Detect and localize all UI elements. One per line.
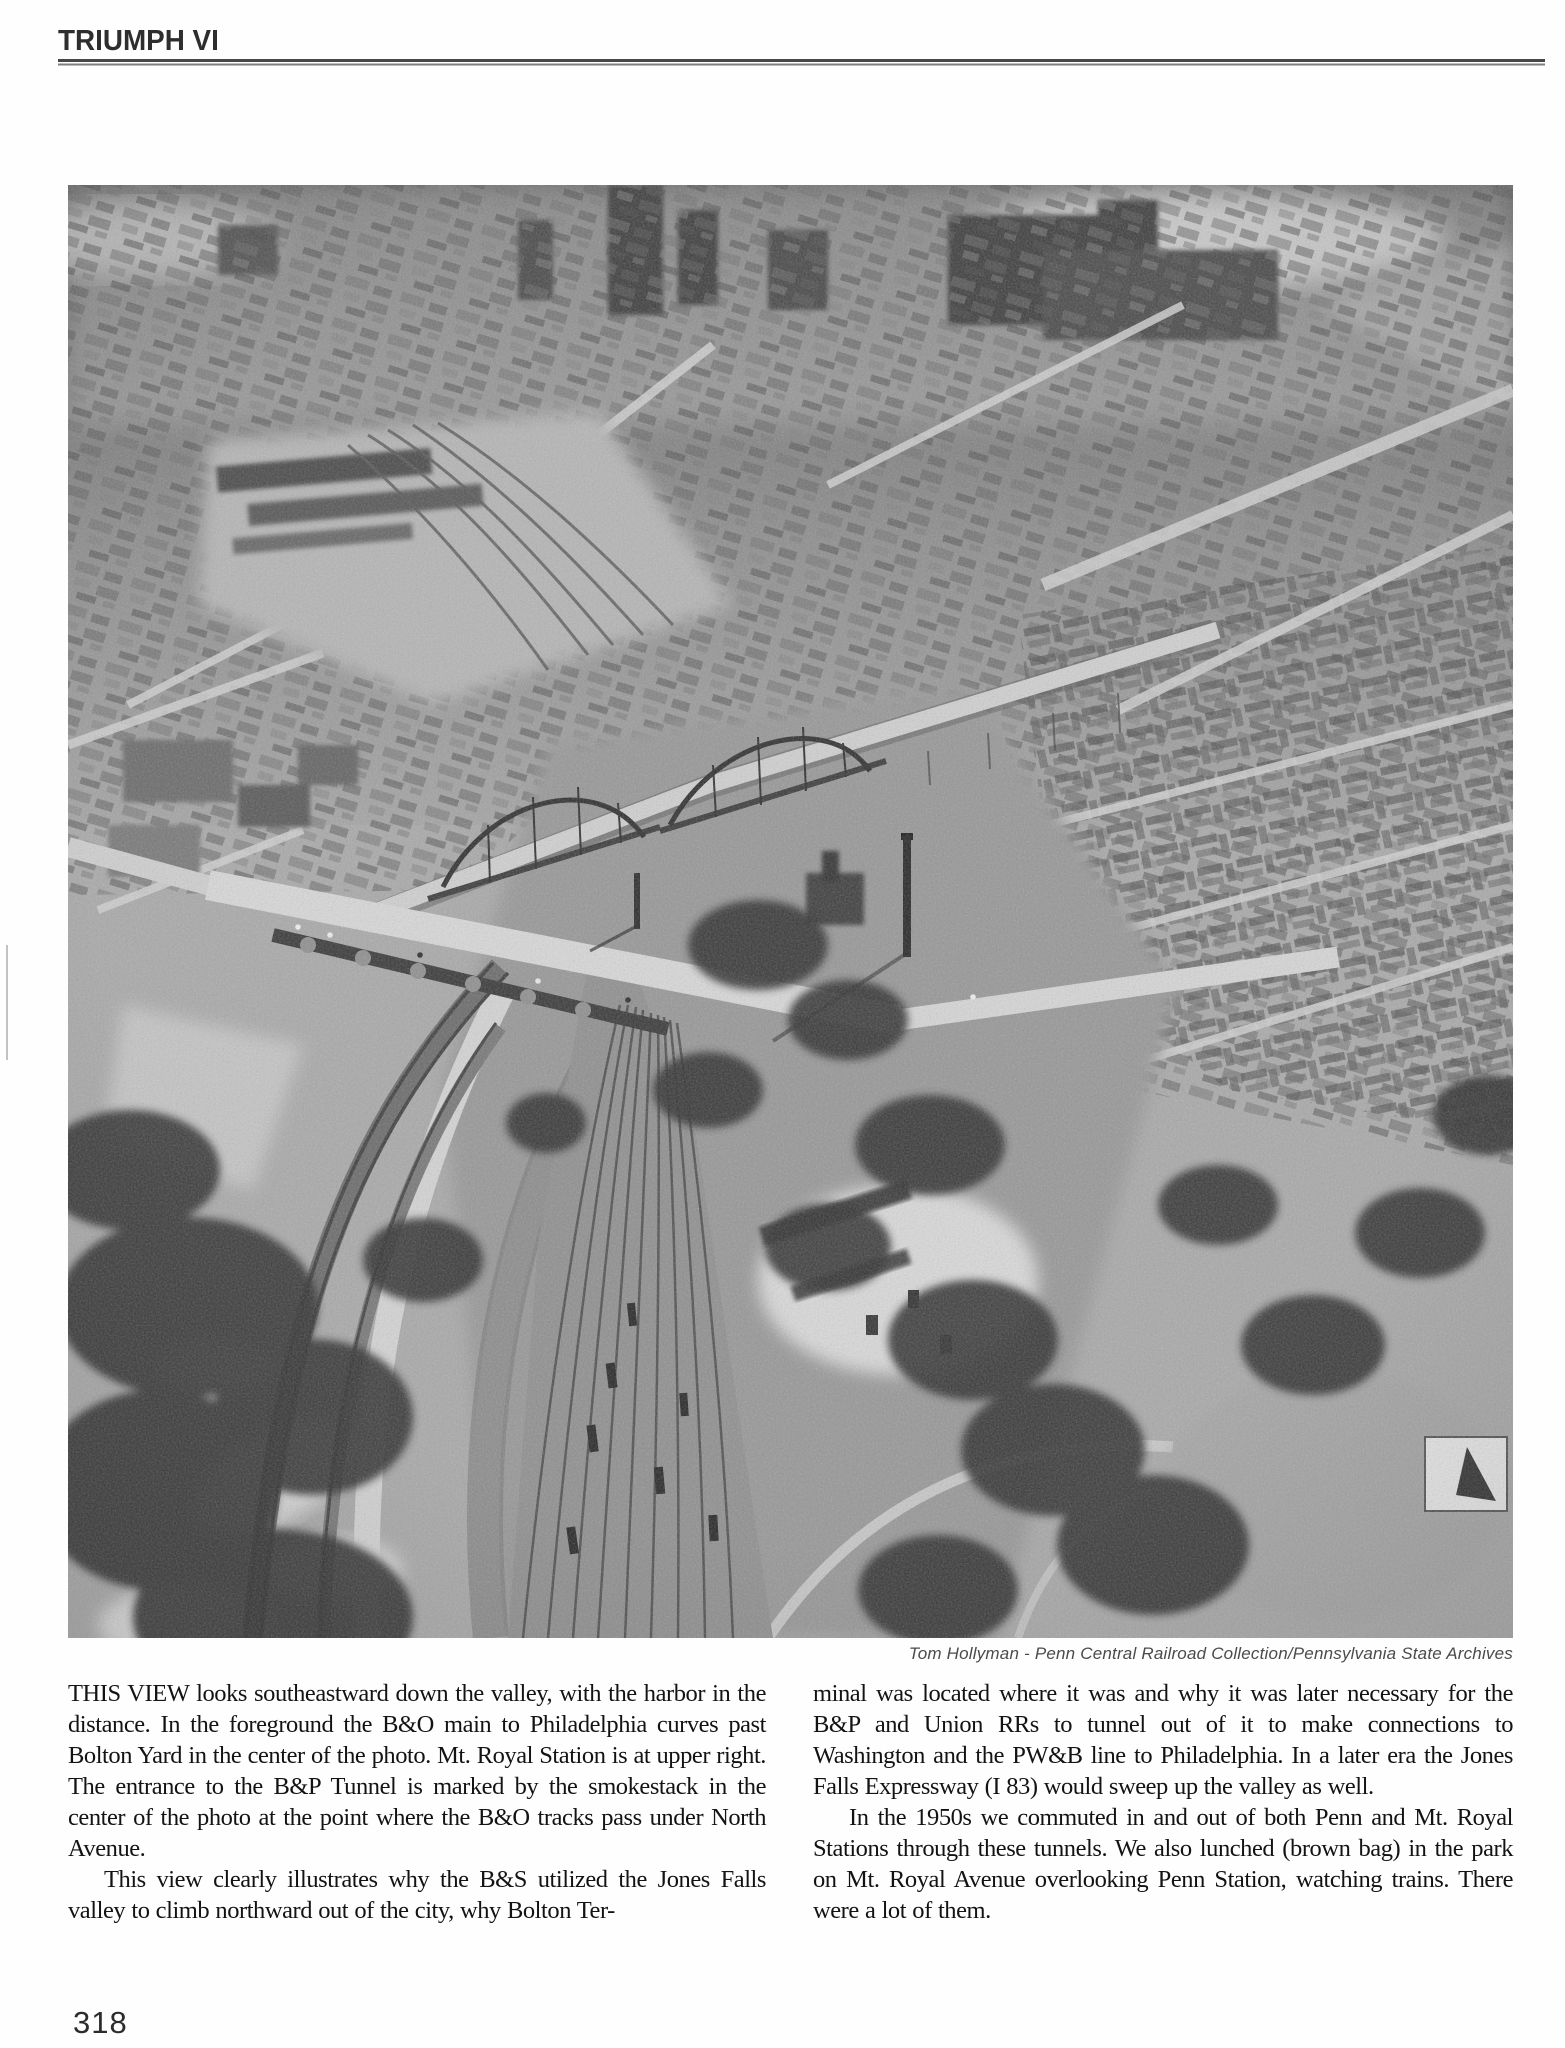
paragraph: This view clearly illustrates why the B&S utilized the Jones Falls valley to climb northward out of the city, why Bolton Ter- xyxy=(68,1866,766,1924)
chapter-title: TRIUMPH VI xyxy=(58,25,219,57)
vignette xyxy=(68,185,1513,1638)
right-column xyxy=(813,1678,1513,1926)
aerial-photo xyxy=(68,185,1513,1638)
header-rule xyxy=(58,59,1545,67)
aerial-photo-illustration xyxy=(68,185,1513,1638)
paragraph: THIS VIEW looks southeastward down the valley, with the harbor in the distance. In the foreground the B&O main to Philadelphia curves past Bolton Yard in the center of the photo. Mt. Royal Station is at upper right. The entrance to the B&P Tunnel is marked by the smokestack in the center of the photo at the point where the B&O tracks pass under North Avenue. xyxy=(68,1680,766,1862)
scan-artifact xyxy=(6,945,8,1060)
paragraph: minal was located where it was and why it was later necessary for the B&P and Union RRs to tunnel out of it to make connections to Washington and the PW&B line to Philadelphia. In a later era the Jones Falls Expressway (I 83) would sweep up the valley as well. xyxy=(813,1680,1513,1800)
paragraph: In the 1950s we commuted in and out of both Penn and Mt. Royal Stations through these tunnels. We also lunched (brown bag) in the park on Mt. Royal Avenue overlooking Penn Station, watching trains. There were a lot of them. xyxy=(813,1804,1513,1924)
photo-credit: Tom Hollyman - Penn Central Railroad Collection/Pennsylvania State Archives xyxy=(908,1644,1513,1663)
left-column xyxy=(68,1678,766,1926)
page-number: 318 xyxy=(73,2005,128,2040)
